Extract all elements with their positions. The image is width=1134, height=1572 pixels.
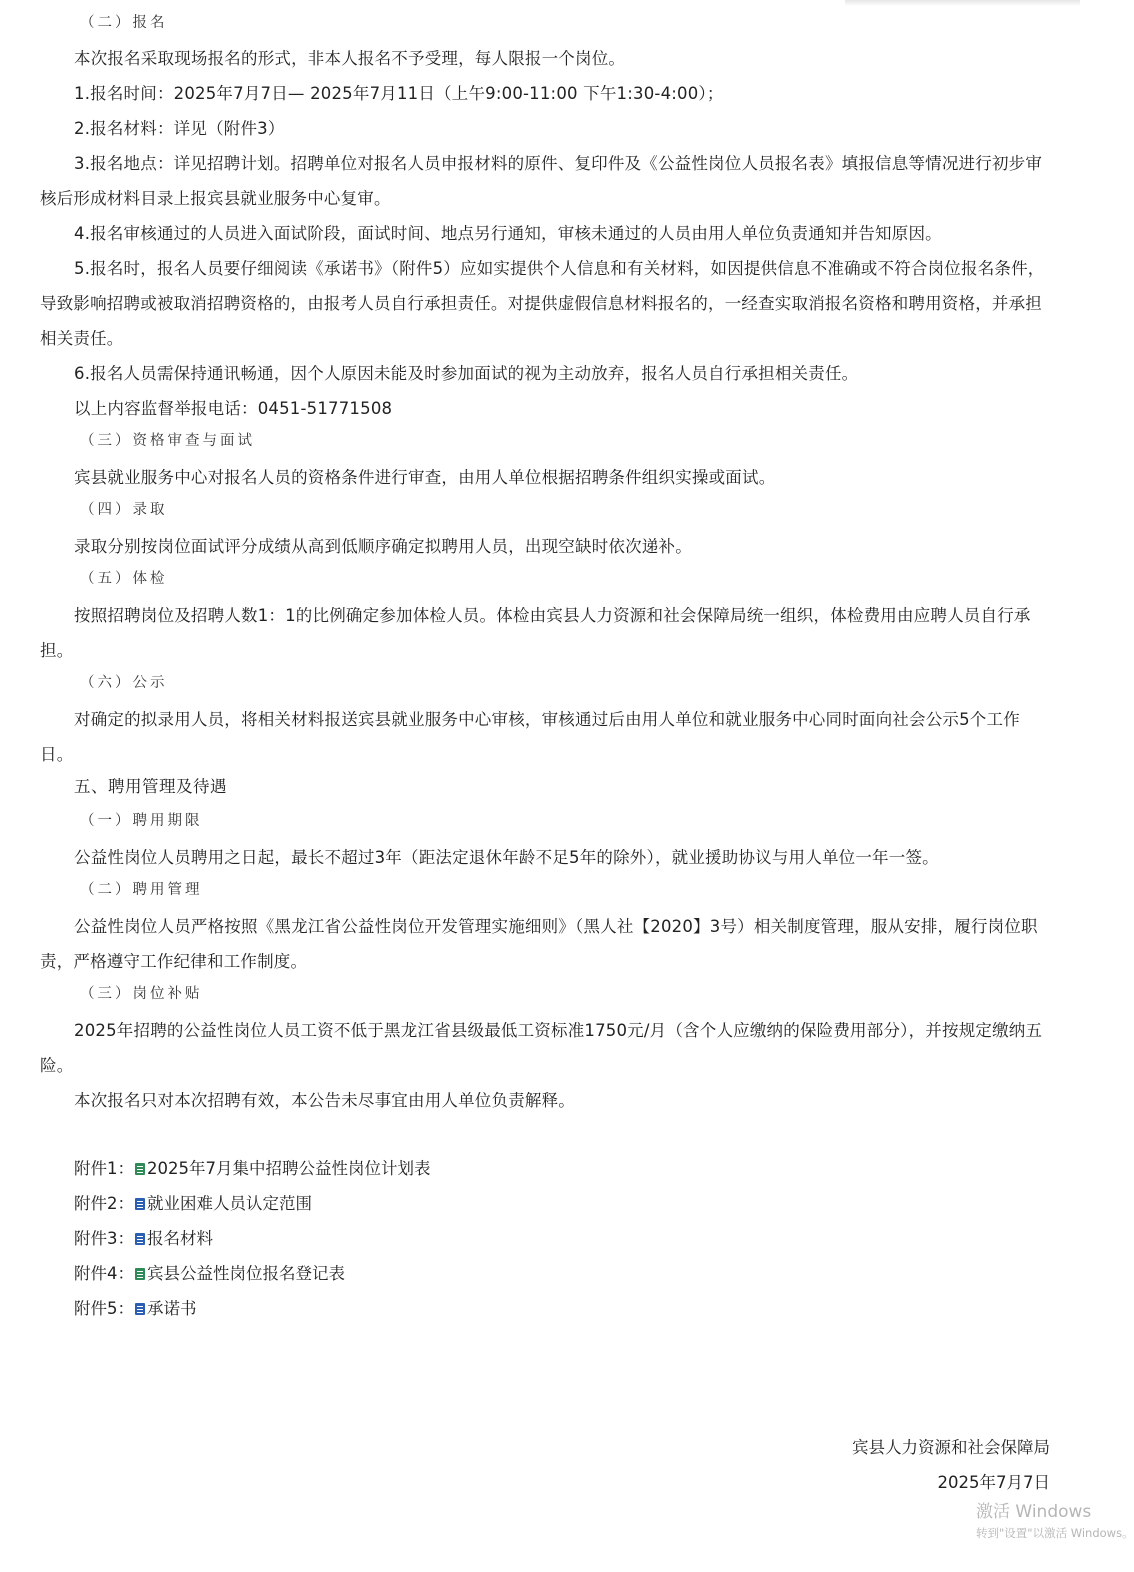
word-file-icon bbox=[135, 1198, 145, 1210]
employment-management-text: 公益性岗位人员严格按照《黑龙江省公益性岗位开发管理实施细则》（黑人社【2020】3号）相关制度管理，服从安排，履行岗位职责，严格遵守工作纪律和工作制度。 bbox=[40, 917, 1038, 971]
employment-term-heading: （一）聘用期限 bbox=[80, 813, 203, 829]
word-file-icon bbox=[135, 1233, 145, 1245]
registration-intro: 本次报名采取现场报名的形式，非本人报名不予受理，每人限报一个岗位。 bbox=[74, 49, 626, 68]
attachment-4 bbox=[74, 1259, 345, 1289]
employment-management-heading: （二）聘用管理 bbox=[80, 882, 203, 898]
attachment-1-link[interactable]: 2025年7月集中招聘公益性岗位计划表 bbox=[147, 1159, 431, 1178]
excel-file-icon bbox=[135, 1268, 145, 1280]
closing-statement: 本次报名只对本次招聘有效，本公告未尽事宜由用人单位负责解释。 bbox=[74, 1091, 575, 1110]
watermark-line-2: 转到"设置"以激活 Windows。 bbox=[976, 1526, 1134, 1540]
word-file-icon bbox=[135, 1303, 145, 1315]
physical-exam-text: 按照招聘岗位及招聘人数1：1的比例确定参加体检人员。体检由宾县人力资源和社会保障局统一组织，体检费用由应聘人员自行承担。 bbox=[40, 606, 1031, 660]
publicity-heading: （六）公示 bbox=[80, 675, 168, 691]
attachment-2 bbox=[74, 1189, 312, 1219]
attachment-5-link[interactable]: 承诺书 bbox=[147, 1299, 197, 1318]
attachment-3-link[interactable]: 报名材料 bbox=[147, 1229, 213, 1248]
attachment-1 bbox=[74, 1154, 431, 1184]
attachment-5-label: 附件5： bbox=[74, 1299, 134, 1318]
registration-review: 4.报名审核通过的人员进入面试阶段，面试时间、地点另行通知，审核未通过的人员由用人单位负责通知并告知原因。 bbox=[74, 224, 942, 243]
qualification-text: 宾县就业服务中心对报名人员的资格条件进行审查，由用人单位根据招聘条件组织实操或面试。 bbox=[74, 468, 776, 487]
admission-text: 录取分别按岗位面试评分成绩从高到低顺序确定拟聘用人员，出现空缺时依次递补。 bbox=[74, 537, 692, 556]
employment-term-text: 公益性岗位人员聘用之日起，最长不超过3年（距法定退休年龄不足5年的除外），就业援助协议与用人单位一年一签。 bbox=[74, 848, 939, 867]
registration-commitment: 5.报名时，报名人员要仔细阅读《承诺书》（附件5）应如实提供个人信息和有关材料，如因提供信息不准确或不符合岗位报名条件，导致影响招聘或被取消招聘资格的，由报考人员自行承担责任。对提供虚假信息材料报名的，一经查实取消报名资格和聘用资格，并承担相关责任。 bbox=[40, 259, 1045, 348]
post-subsidy-text: 2025年招聘的公益性岗位人员工资不低于黑龙江省县级最低工资标准1750元/月（含个人应缴纳的保险费用部分），并按规定缴纳五险。 bbox=[40, 1021, 1043, 1075]
qualification-heading: （三）资格审查与面试 bbox=[80, 433, 255, 449]
windows-activation-watermark bbox=[976, 1500, 1134, 1542]
admission-heading: （四）录取 bbox=[80, 502, 168, 518]
registration-heading: （二）报名 bbox=[80, 15, 168, 31]
section-5-heading: 五、聘用管理及待遇 bbox=[74, 777, 227, 796]
top-edge-shadow bbox=[845, 0, 1080, 6]
registration-time: 1.报名时间：2025年7月7日— 2025年7月11日（上午9:00-11:00 下午1:30-4:00）； bbox=[74, 84, 724, 103]
registration-location: 3.报名地点：详见招聘计划。招聘单位对报名人员申报材料的原件、复印件及《公益性岗位人员报名表》填报信息等情况进行初步审核后形成材料目录上报宾县就业服务中心复审。 bbox=[40, 154, 1043, 208]
registration-materials: 2.报名材料：详见（附件3） bbox=[74, 119, 285, 138]
attachment-3-label: 附件3： bbox=[74, 1229, 134, 1248]
attachment-4-link[interactable]: 宾县公益性岗位报名登记表 bbox=[147, 1264, 345, 1283]
watermark-line-1: 激活 Windows bbox=[976, 1502, 1092, 1522]
attachment-1-label: 附件1： bbox=[74, 1159, 134, 1178]
attachment-4-label: 附件4： bbox=[74, 1264, 134, 1283]
issue-date: 2025年7月7日 bbox=[937, 1473, 1050, 1492]
supervision-hotline: 以上内容监督举报电话：0451-51771508 bbox=[74, 399, 393, 418]
attachment-2-link[interactable]: 就业困难人员认定范围 bbox=[147, 1194, 312, 1213]
post-subsidy-heading: （三）岗位补贴 bbox=[80, 986, 203, 1002]
registration-contact: 6.报名人员需保持通讯畅通，因个人原因未能及时参加面试的视为主动放弃，报名人员自行承担相关责任。 bbox=[74, 364, 859, 383]
issuing-organization: 宾县人力资源和社会保障局 bbox=[852, 1438, 1050, 1457]
publicity-text: 对确定的拟录用人员，将相关材料报送宾县就业服务中心审核，审核通过后由用人单位和就业服务中心同时面向社会公示5个工作日。 bbox=[40, 710, 1020, 764]
attachment-2-label: 附件2： bbox=[74, 1194, 134, 1213]
excel-file-icon bbox=[135, 1163, 145, 1175]
attachment-5 bbox=[74, 1294, 197, 1324]
physical-exam-heading: （五）体检 bbox=[80, 571, 168, 587]
attachment-3 bbox=[74, 1224, 213, 1254]
